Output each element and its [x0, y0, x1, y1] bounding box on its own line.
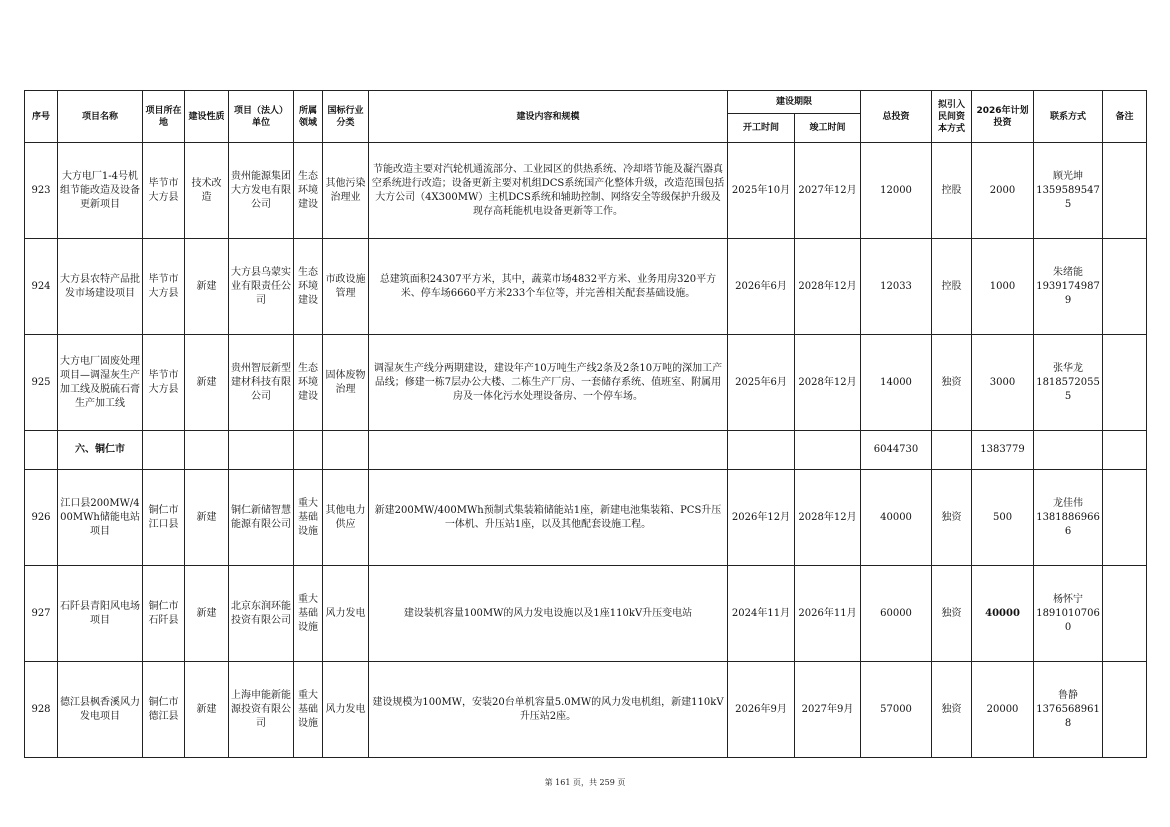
section-plan: 1383779 — [972, 431, 1034, 470]
header-contact: 联系方式 — [1034, 91, 1103, 143]
table-row — [25, 239, 1147, 335]
cell-industry: 市政设施管理 — [323, 239, 369, 335]
cell-name: 大方电厂固废处理项目—调湿灰生产加工线及脱硫石膏生产加工线 — [58, 335, 143, 431]
cell-plan: 40000 — [972, 566, 1034, 662]
cell-content: 总建筑面积24307平方米，其中，蔬菜市场4832平方米、业务用房320平方米、停车场6660平方米233个车位等，并完善相关配套基础设施。 — [369, 239, 728, 335]
contact-name: 张华龙 — [1053, 362, 1084, 374]
cell-no: 925 — [25, 335, 58, 431]
cell-contact — [1034, 662, 1103, 758]
cell-location: 铜仁市石阡县 — [143, 566, 185, 662]
header-nature: 建设性质 — [185, 91, 229, 143]
cell-total: 12000 — [861, 143, 932, 239]
cell-total: 40000 — [861, 470, 932, 566]
cell-content: 调湿灰生产线分两期建设，建设年产10万吨生产线2条及2条10万吨的深加工产品线；修建一栋7层办公大楼、二栋生产厂房、一套储存系统、值班室、附属用房及一体化污水处理设备房、一个停车场。 — [369, 335, 728, 431]
cell-plan: 3000 — [972, 335, 1034, 431]
section-total: 6044730 — [861, 431, 932, 470]
cell-location: 毕节市大方县 — [143, 335, 185, 431]
header-unit: 项目（法人）单位 — [229, 91, 294, 143]
cell-total: 12033 — [861, 239, 932, 335]
cell-end: 2027年12月 — [795, 143, 861, 239]
cell-location: 铜仁市江口县 — [143, 470, 185, 566]
cell-location: 毕节市大方县 — [143, 239, 185, 335]
cell-field: 重大基础设施 — [294, 662, 323, 758]
header-end: 竣工时间 — [795, 114, 861, 143]
cell-field: 生态环境建设 — [294, 335, 323, 431]
cell-unit: 北京东润环能投资有限公司 — [229, 566, 294, 662]
cell-remark — [1103, 335, 1147, 431]
cell-capital: 控股 — [932, 143, 972, 239]
cell-start: 2026年6月 — [728, 239, 795, 335]
cell-field: 生态环境建设 — [294, 239, 323, 335]
cell-nature: 新建 — [185, 566, 229, 662]
cell-start: 2024年11月 — [728, 566, 795, 662]
cell-nature: 新建 — [185, 662, 229, 758]
cell-no: 927 — [25, 566, 58, 662]
cell-unit: 贵州智辰新型建材科技有限公司 — [229, 335, 294, 431]
cell-unit: 贵州能源集团大方发电有限公司 — [229, 143, 294, 239]
cell-industry: 其他污染治理业 — [323, 143, 369, 239]
cell-empty — [185, 431, 229, 470]
cell-industry: 风力发电 — [323, 662, 369, 758]
cell-empty — [932, 431, 972, 470]
cell-content: 新建200MW/400MWh预制式集装箱储能站1座，新建电池集装箱、PCS升压一体机、升压站1座，以及其他配套设施工程。 — [369, 470, 728, 566]
contact-phone: 13765689618 — [1036, 703, 1100, 729]
header-name: 项目名称 — [58, 91, 143, 143]
header-plan: 2026年计划投资 — [972, 91, 1034, 143]
contact-phone: 13595895475 — [1036, 184, 1100, 210]
cell-end: 2028年12月 — [795, 239, 861, 335]
cell-contact — [1034, 239, 1103, 335]
header-total: 总投资 — [861, 91, 932, 143]
cell-start: 2025年6月 — [728, 335, 795, 431]
contact-name: 鲁静 — [1058, 689, 1079, 701]
cell-empty — [229, 431, 294, 470]
cell-empty — [25, 431, 58, 470]
cell-content: 节能改造主要对汽轮机通流部分、工业园区的供热系统、冷却塔节能及凝汽器真空系统进行改造；设备更新主要对机组DCS系统国产化整体升级，改造范围包括大方公司（4X300MW）主机DCS系统和辅助控制、网络安全等级保护升级及现存高耗能机电设备更新等工作。 — [369, 143, 728, 239]
cell-nature: 新建 — [185, 335, 229, 431]
cell-field: 生态环境建设 — [294, 143, 323, 239]
cell-field: 重大基础设施 — [294, 566, 323, 662]
cell-empty — [323, 431, 369, 470]
cell-unit: 大方县乌蒙实业有限责任公司 — [229, 239, 294, 335]
cell-end: 2028年12月 — [795, 470, 861, 566]
cell-no: 924 — [25, 239, 58, 335]
cell-plan: 1000 — [972, 239, 1034, 335]
cell-start: 2026年12月 — [728, 470, 795, 566]
cell-contact — [1034, 143, 1103, 239]
cell-location: 铜仁市德江县 — [143, 662, 185, 758]
contact-name: 龙佳伟 — [1053, 497, 1084, 509]
cell-content: 建设装机容量100MW的风力发电设施以及1座110kV升压变电站 — [369, 566, 728, 662]
cell-capital: 独资 — [932, 662, 972, 758]
header-industry: 国标行业分类 — [323, 91, 369, 143]
cell-capital: 独资 — [932, 470, 972, 566]
header-content: 建设内容和规模 — [369, 91, 728, 143]
page-footer: 第 161 页，共 259 页 — [544, 778, 626, 787]
cell-no: 928 — [25, 662, 58, 758]
cell-nature: 技术改造 — [185, 143, 229, 239]
table-row — [25, 335, 1147, 431]
header-period: 建设期限 — [728, 91, 861, 114]
cell-remark — [1103, 566, 1147, 662]
cell-remark — [1103, 470, 1147, 566]
cell-name: 石阡县青阳风电场项目 — [58, 566, 143, 662]
cell-content: 建设规模为100MW，安装20台单机容量5.0MW的风力发电机组，新建110kV升压站2座。 — [369, 662, 728, 758]
cell-empty — [1034, 431, 1103, 470]
cell-field: 重大基础设施 — [294, 470, 323, 566]
cell-contact — [1034, 566, 1103, 662]
cell-no: 923 — [25, 143, 58, 239]
contact-name: 杨怀宁 — [1053, 593, 1084, 605]
header-capital: 拟引入民间资本方式 — [932, 91, 972, 143]
cell-capital: 独资 — [932, 566, 972, 662]
cell-empty — [369, 431, 728, 470]
header-field: 所属领域 — [294, 91, 323, 143]
cell-start: 2026年9月 — [728, 662, 795, 758]
cell-end: 2028年12月 — [795, 335, 861, 431]
cell-location: 毕节市大方县 — [143, 143, 185, 239]
cell-empty — [728, 431, 795, 470]
table-row — [25, 662, 1147, 758]
cell-nature: 新建 — [185, 470, 229, 566]
table-row — [25, 143, 1147, 239]
header-no: 序号 — [25, 91, 58, 143]
cell-remark — [1103, 143, 1147, 239]
cell-empty — [143, 431, 185, 470]
contact-name: 朱绪能 — [1053, 266, 1084, 278]
cell-plan: 500 — [972, 470, 1034, 566]
cell-industry: 风力发电 — [323, 566, 369, 662]
cell-plan: 20000 — [972, 662, 1034, 758]
contact-phone: 13818869666 — [1036, 511, 1100, 537]
table-row — [25, 470, 1147, 566]
cell-empty — [795, 431, 861, 470]
cell-empty — [1103, 431, 1147, 470]
cell-remark — [1103, 239, 1147, 335]
cell-name: 大方县农特产品批发市场建设项目 — [58, 239, 143, 335]
contact-phone: 19391749879 — [1036, 280, 1100, 306]
header-location: 项目所在地 — [143, 91, 185, 143]
cell-name: 大方电厂1-4号机组节能改造及设备更新项目 — [58, 143, 143, 239]
cell-nature: 新建 — [185, 239, 229, 335]
contact-phone: 18910107060 — [1036, 607, 1100, 633]
project-table — [24, 90, 1147, 758]
cell-plan: 2000 — [972, 143, 1034, 239]
cell-capital: 控股 — [932, 239, 972, 335]
section-row — [25, 431, 1147, 470]
cell-total: 57000 — [861, 662, 932, 758]
cell-remark — [1103, 662, 1147, 758]
cell-industry: 固体废物治理 — [323, 335, 369, 431]
cell-start: 2025年10月 — [728, 143, 795, 239]
cell-no: 926 — [25, 470, 58, 566]
cell-contact — [1034, 470, 1103, 566]
header-start: 开工时间 — [728, 114, 795, 143]
cell-empty — [294, 431, 323, 470]
cell-total: 14000 — [861, 335, 932, 431]
contact-name: 顾光坤 — [1053, 170, 1084, 182]
table-row — [25, 566, 1147, 662]
header-remark: 备注 — [1103, 91, 1147, 143]
cell-end: 2026年11月 — [795, 566, 861, 662]
cell-contact — [1034, 335, 1103, 431]
cell-name: 德江县枫香溪风力发电项目 — [58, 662, 143, 758]
cell-industry: 其他电力供应 — [323, 470, 369, 566]
cell-unit: 铜仁新储智慧能源有限公司 — [229, 470, 294, 566]
cell-total: 60000 — [861, 566, 932, 662]
section-title: 六、铜仁市 — [58, 431, 143, 470]
cell-unit: 上海申能新能源投资有限公司 — [229, 662, 294, 758]
cell-name: 江口县200MW/400MWh储能电站项目 — [58, 470, 143, 566]
cell-end: 2027年9月 — [795, 662, 861, 758]
contact-phone: 18185720555 — [1036, 376, 1100, 402]
cell-capital: 独资 — [932, 335, 972, 431]
